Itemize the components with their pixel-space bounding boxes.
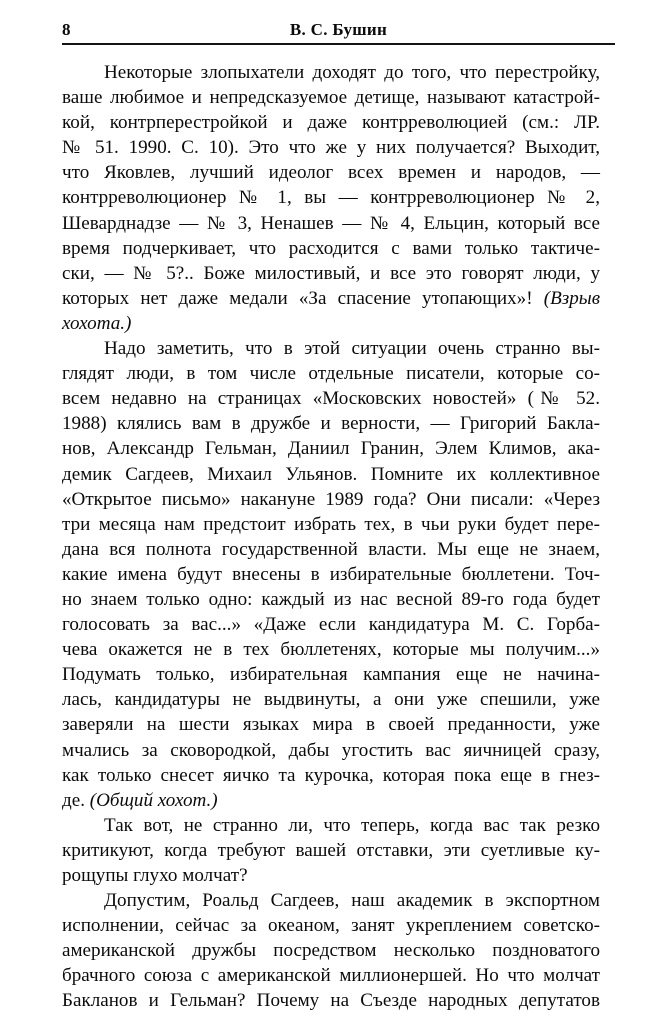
text-line: Бакланов и Гельман? Почему на Съезде народных депутатов bbox=[62, 990, 600, 1012]
text-line: Шеварднадзе — № 3, Ненашев — № 4, Ельцин, который все bbox=[62, 212, 600, 234]
header-divider-rule bbox=[62, 43, 615, 45]
running-head-title: В. С. Бушин bbox=[289, 20, 388, 39]
text-line: рощупы глухо молчат? bbox=[62, 865, 248, 886]
text-line: Так вот, не странно ли, что теперь, когда вас так резко bbox=[104, 814, 600, 836]
text-line: какие имена будут внесены в избирательные бюллетени. Точ- bbox=[62, 563, 600, 585]
paragraph bbox=[62, 888, 600, 1013]
text-line: время подчеркивает, что расходится с вами только тактиче- bbox=[62, 237, 600, 259]
text-line: критикуют, когда требуют вашей отставки, эти суетливые ку- bbox=[62, 839, 600, 861]
text-line: Некоторые злопыхатели доходят до того, что перестройку, bbox=[104, 62, 600, 83]
text-line: ваше любимое и непредсказуемое детище, называют катастрой- bbox=[62, 87, 600, 109]
body-text-column bbox=[62, 60, 600, 1014]
text-run: которых нет даже медали «За спасение утопающих»! bbox=[62, 287, 544, 309]
text-run-italic: (Общий хохот.) bbox=[89, 789, 218, 811]
text-line: ски, — № 5?.. Боже милостивый, и все это говорят люди, у bbox=[62, 262, 600, 284]
text-line: кой, контрперестройкой и даже контрреволюцией (см.: ЛР. bbox=[62, 112, 600, 134]
text-line: 1988) клялись вам в дружбе и верности, — Григорий Бакла- bbox=[62, 413, 600, 435]
text-line: но знаем только одно: каждый из нас весной 89-го года будет bbox=[62, 588, 600, 610]
text-line: Допустим, Роальд Сагдеев, наш академик в экспортном bbox=[104, 890, 600, 912]
running-head bbox=[62, 20, 615, 44]
text-line: контрреволюционер № 1, вы — контрреволюционер № 2, bbox=[62, 187, 600, 209]
text-line: Подумать только, избирательная кампания еще не начина- bbox=[62, 664, 600, 686]
text-run-italic: (Взрыв bbox=[543, 287, 600, 309]
text-line-with-italic-tail bbox=[62, 788, 600, 813]
text-line: дана вся полнота государственной власти. Мы еще не знаем, bbox=[62, 538, 600, 560]
text-line: исполнении, сейчас за океаном, занят укреплением советско- bbox=[62, 915, 600, 937]
text-line: что Яковлев, лучший идеолог всех времен и народов, — bbox=[62, 162, 600, 184]
text-line: «Открытое письмо» накануне 1989 года? Они писали: «Через bbox=[62, 488, 600, 510]
text-line: всем недавно на страницах «Московских новостей» (№ 52. bbox=[62, 388, 600, 410]
paragraph bbox=[62, 60, 600, 336]
text-line: мчались за сковородкой, дабы угостить вас яичницей сразу, bbox=[62, 739, 600, 761]
text-line-with-italic-tail bbox=[62, 286, 600, 311]
text-line: демик Сагдеев, Михаил Ульянов. Помните их коллективное bbox=[62, 463, 600, 485]
page-number: 8 bbox=[62, 20, 71, 39]
text-run: де. bbox=[62, 789, 90, 811]
paragraph bbox=[62, 813, 600, 888]
text-line: три месяца нам предстоит избрать тех, в чьи руки будет пере- bbox=[62, 513, 600, 535]
text-line: заверяли на шести языках мира в своей преданности, уже bbox=[62, 714, 600, 736]
text-line: брачного союза с американской миллионершей. Но что молчат bbox=[62, 965, 600, 987]
text-line: чева окажется не в тех бюллетенях, которые мы получим...» bbox=[62, 639, 600, 661]
text-line: глядят люди, в том числе отдельные писатели, которые со- bbox=[62, 363, 600, 385]
text-line: голосовать за вас...» «Даже если кандидатура М. С. Горба- bbox=[62, 614, 600, 636]
text-line-italic: хохота.) bbox=[62, 312, 132, 334]
text-line: как только снесет яичко та курочка, которая пока еще в гнез- bbox=[62, 764, 600, 786]
text-line: лась, кандидатуры не выдвинуты, а они уже спешили, уже bbox=[62, 689, 600, 711]
text-run bbox=[62, 790, 218, 811]
text-line: нов, Александр Гельман, Даниил Гранин, Элем Климов, ака- bbox=[62, 438, 600, 460]
text-line: Надо заметить, что в этой ситуации очень странно вы- bbox=[104, 338, 600, 360]
text-line: № 51. 1990. С. 10). Это что же у них получается? Выходит, bbox=[62, 137, 600, 159]
paragraph bbox=[62, 336, 600, 813]
text-line: американской дружбы посредством несколько поздноватого bbox=[62, 940, 600, 962]
